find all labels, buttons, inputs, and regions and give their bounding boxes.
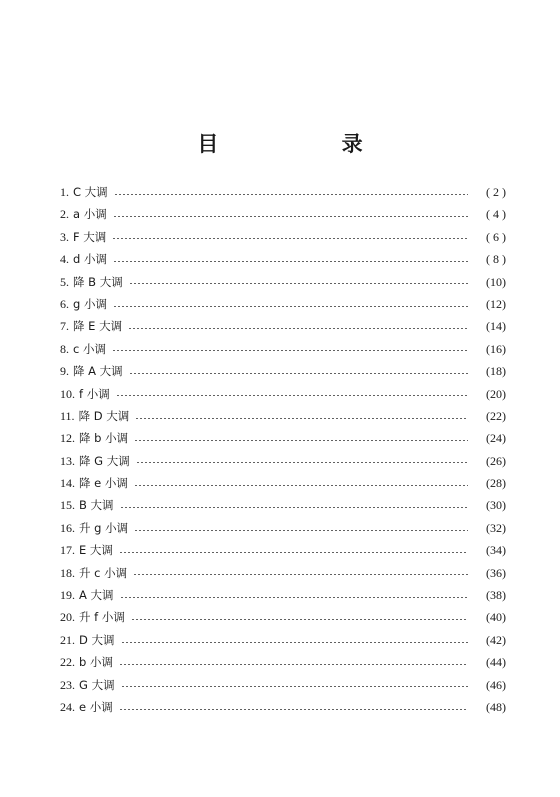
dot-leader [113, 306, 468, 307]
toc-entry[interactable] [60, 629, 506, 651]
dot-leader [120, 507, 468, 508]
toc-entry-number: 22. [60, 655, 75, 670]
dot-leader [112, 350, 468, 351]
toc-entry-label: 降 e 小调 [79, 476, 128, 491]
toc-entry-number: 16. [60, 520, 75, 535]
dot-leader [136, 462, 468, 463]
toc-entry-page: (46) [486, 677, 506, 692]
toc-entry-page: (42) [486, 632, 506, 647]
toc-entry-label: A 大调 [79, 588, 114, 603]
toc-entry[interactable] [60, 360, 506, 382]
dot-leader [120, 597, 468, 598]
toc-entry-page: (36) [486, 565, 506, 580]
toc-entry-number: 23. [60, 677, 75, 692]
toc-entry[interactable] [60, 181, 506, 203]
dot-leader [134, 440, 468, 441]
toc-entry-number: 6. [60, 296, 69, 311]
toc-entry-page: ( 8 ) [486, 252, 506, 267]
dot-leader [134, 530, 468, 531]
toc-entry-number: 14. [60, 476, 75, 491]
toc-entry-page: (44) [486, 655, 506, 670]
toc-entry-page: ( 4 ) [486, 207, 506, 222]
toc-entry-label: c 小调 [73, 341, 106, 356]
toc-entry[interactable] [60, 271, 506, 293]
toc-entry-page: (18) [486, 364, 506, 379]
dot-leader [113, 261, 468, 262]
dot-leader [116, 395, 468, 396]
toc-entry-page: (26) [486, 453, 506, 468]
toc-entry-number: 1. [60, 185, 69, 199]
toc-entry[interactable] [60, 606, 506, 628]
dot-leader [135, 418, 468, 419]
toc-entry-label: G 大调 [79, 677, 115, 692]
page-title: 目 录 [197, 132, 421, 156]
toc-entry-label: b 小调 [79, 655, 113, 670]
toc-entry[interactable] [60, 450, 506, 472]
toc-entry-number: 20. [60, 610, 75, 625]
toc-entry-number: 15. [60, 498, 75, 513]
toc-entry[interactable] [60, 203, 506, 225]
toc-entry[interactable] [60, 405, 506, 427]
toc-entry-page: ( 6 ) [486, 229, 506, 244]
toc-entry-number: 4. [60, 252, 69, 267]
toc-entry-page: (14) [486, 319, 506, 334]
toc-entry-number: 9. [60, 364, 69, 379]
toc-entry-number: 5. [60, 274, 69, 289]
dot-leader [128, 328, 468, 329]
toc-entry[interactable] [60, 494, 506, 516]
toc-entry-label: d 小调 [73, 252, 107, 267]
toc-entry-label: a 小调 [73, 207, 107, 222]
toc-entry-page: (32) [486, 520, 506, 535]
toc-entry[interactable] [60, 472, 506, 494]
toc-entry-label: C 大调 [73, 185, 108, 199]
toc-entry-label: e 小调 [79, 699, 113, 714]
dot-leader [121, 686, 468, 687]
toc-entry-number: 18. [60, 565, 75, 580]
table-of-contents [60, 181, 506, 718]
toc-entry[interactable] [60, 562, 506, 584]
toc-entry-label: 降 A 大调 [73, 364, 123, 379]
dot-leader [129, 283, 468, 284]
toc-entry[interactable] [60, 248, 506, 270]
toc-entry-number: 10. [60, 386, 75, 401]
dot-leader [119, 709, 468, 710]
toc-entry-label: 升 g 小调 [79, 520, 129, 535]
toc-entry-number: 17. [60, 543, 75, 558]
toc-entry-page: (22) [486, 408, 506, 423]
toc-entry-label: 降 B 大调 [73, 274, 123, 289]
toc-entry-number: 8. [60, 341, 69, 356]
toc-entry-page: (16) [486, 341, 506, 356]
dot-leader [119, 664, 468, 665]
toc-entry-number: 21. [60, 632, 75, 647]
toc-entry-label: F 大调 [73, 229, 107, 244]
toc-entry-label: B 大调 [79, 498, 114, 513]
toc-entry-page: (24) [486, 431, 506, 446]
toc-entry-number: 13. [60, 453, 75, 468]
toc-entry-label: 降 b 小调 [79, 431, 129, 446]
toc-entry-page: (20) [486, 386, 506, 401]
toc-entry-label: E 大调 [79, 543, 113, 558]
toc-entry-number: 24. [60, 699, 75, 714]
toc-entry-number: 2. [60, 207, 69, 222]
toc-entry-page: (30) [486, 498, 506, 513]
toc-entry-number: 11. [60, 408, 75, 423]
dot-leader [121, 642, 468, 643]
toc-entry[interactable] [60, 226, 506, 248]
toc-entry[interactable] [60, 539, 506, 561]
dot-leader [114, 194, 468, 195]
toc-entry[interactable] [60, 584, 506, 606]
toc-entry-label: 降 G 大调 [79, 453, 130, 468]
dot-leader [113, 216, 468, 217]
toc-entry-label: 降 D 大调 [78, 408, 130, 423]
toc-entry-page: (48) [486, 699, 506, 714]
toc-entry-label: g 小调 [73, 296, 107, 311]
toc-entry-label: f 小调 [79, 386, 110, 401]
toc-entry-page: (12) [486, 296, 506, 311]
toc-entry[interactable] [60, 293, 506, 315]
toc-entry-number: 3. [60, 229, 69, 244]
toc-entry[interactable] [60, 651, 506, 673]
toc-entry[interactable] [60, 427, 506, 449]
toc-entry-page: (34) [486, 543, 506, 558]
dot-leader [131, 619, 468, 620]
dot-leader [133, 574, 468, 575]
toc-entry-label: 升 c 小调 [79, 565, 128, 580]
toc-entry[interactable] [60, 674, 506, 696]
toc-entry-number: 7. [60, 319, 69, 334]
dot-leader [119, 552, 468, 553]
toc-entry-page: (38) [486, 588, 506, 603]
toc-entry[interactable] [60, 338, 506, 360]
toc-entry-label: 升 f 小调 [79, 610, 125, 625]
dot-leader [112, 238, 468, 239]
toc-entry-page: (40) [486, 610, 506, 625]
toc-entry-number: 12. [60, 431, 75, 446]
toc-entry[interactable] [60, 315, 506, 337]
toc-entry-page: (10) [486, 274, 506, 289]
toc-entry[interactable] [60, 517, 506, 539]
toc-entry-page: ( 2 ) [486, 185, 506, 199]
dot-leader [134, 485, 468, 486]
toc-entry-label: 降 E 大调 [73, 319, 123, 334]
toc-entry-number: 19. [60, 588, 75, 603]
toc-entry[interactable] [60, 383, 506, 405]
dot-leader [129, 373, 468, 374]
toc-entry-page: (28) [486, 476, 506, 491]
toc-entry-label: D 大调 [79, 632, 115, 647]
toc-entry[interactable] [60, 696, 506, 718]
